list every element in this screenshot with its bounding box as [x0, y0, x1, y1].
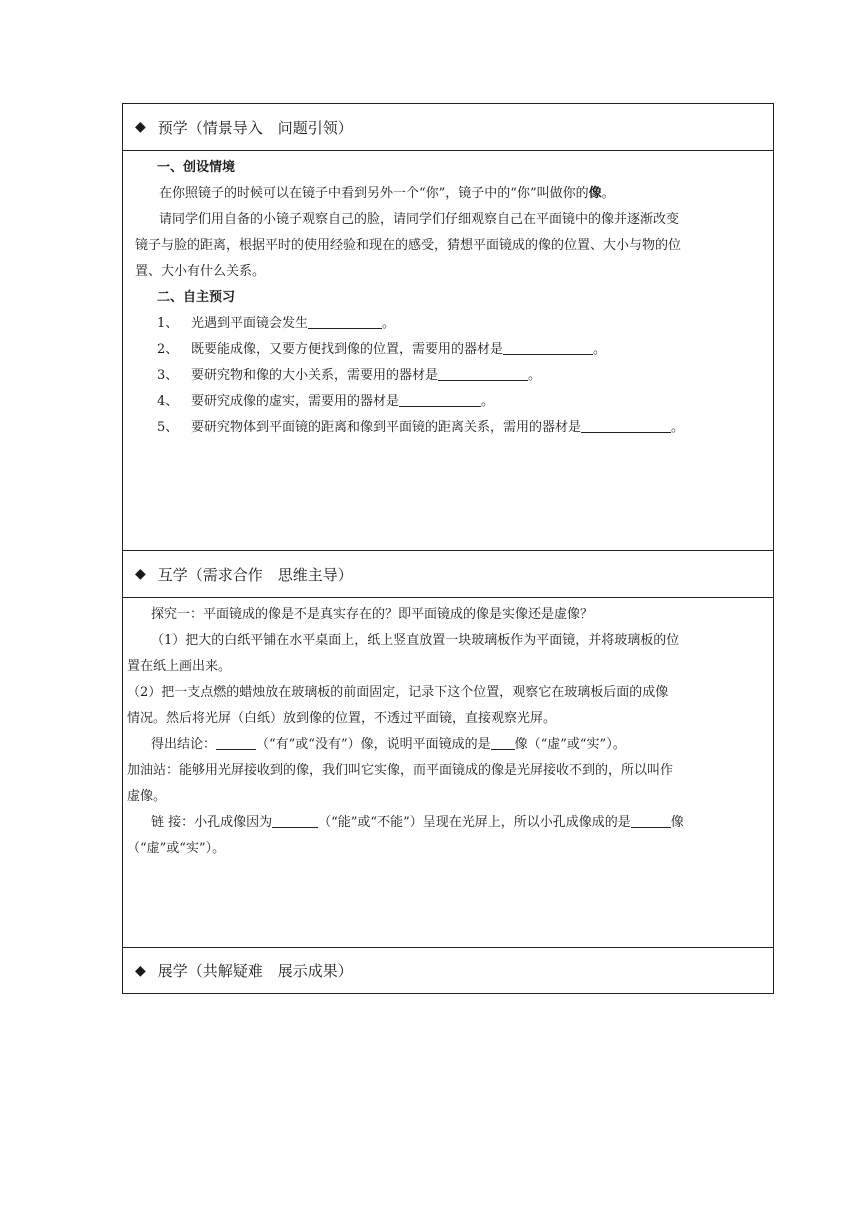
answer-blank[interactable]	[503, 340, 593, 355]
section-header-preview	[123, 104, 773, 151]
list-item: 2、 既要能成像，又要方便找到像的位置，需要用的器材是 。	[157, 342, 607, 357]
section-title: 展学（共解疑难 展示成果）	[157, 962, 353, 980]
subheading: 二、自主预习	[157, 290, 236, 305]
list-item: 4、 要研究成像的虚实，需要用的器材是 。	[157, 394, 495, 409]
answer-blank[interactable]	[491, 735, 515, 750]
diamond-bullet-icon: ◆	[135, 962, 146, 979]
answer-blank[interactable]	[631, 813, 671, 828]
paragraph: 在你照镜子的时候可以在镜子中看到另外一个“你”，镜子中的“你”叫做你的像。	[159, 186, 615, 201]
answer-blank[interactable]	[438, 366, 528, 381]
answer-blank[interactable]	[308, 314, 382, 329]
list-item: 5、 要研究物体到平面镜的距离和像到平面镜的距离关系，需用的器材是 。	[157, 420, 685, 435]
section-title: 预学（情景导入 问题引领）	[157, 118, 353, 137]
answer-blank[interactable]	[272, 813, 318, 828]
conclusion: 得出结论： （“有”或“没有”）像，说明平面镜成的是 像（“虚”或“实”）。	[151, 737, 626, 752]
answer-blank[interactable]	[399, 392, 481, 407]
paragraph: 请同学们用自备的小镜子观察自己的脸，请同学们仔细观察自己在平面镜中的像并逐渐改变	[159, 212, 680, 227]
link-paragraph: 链 接：小孔成像因为 （“能”或“不能”）呈现在光屏上，所以小孔成像成的是 像	[151, 815, 684, 830]
question: 探究一：平面镜成的像是不是真实存在的？即平面镜成的像是实像还是虚像？	[151, 607, 594, 622]
answer-blank[interactable]	[216, 735, 256, 750]
answer-blank[interactable]	[581, 418, 671, 433]
paragraph: （1）把大的白纸平铺在水平桌面上，纸上竖直放置一块玻璃板作为平面镜，并将玻璃板的位	[151, 633, 680, 648]
bold-term: 像	[588, 186, 602, 201]
paragraph: 加油站：能够用光屏接收到的像，我们叫它实像，而平面镜成的像是光屏接收不到的，所以叫作	[127, 763, 674, 778]
section-body-collaborate	[123, 598, 773, 948]
list-item: 1、 光遇到平面镜会发生 。	[157, 316, 396, 331]
paragraph: 情况。然后将光屏（白纸）放到像的位置，不透过平面镜，直接观察光屏。	[127, 711, 557, 726]
paragraph: 镜子与脸的距离，根据平时的使用经验和现在的感受，猜想平面镜成的像的位置、大小与物的位	[135, 238, 682, 253]
section-body-preview	[123, 151, 773, 551]
worksheet-table	[122, 103, 774, 994]
subheading: 一、创设情境	[157, 160, 236, 175]
section-header-showcase	[123, 948, 773, 993]
paragraph: 置在纸上画出来。	[127, 659, 232, 674]
diamond-bullet-icon: ◆	[135, 119, 146, 135]
diamond-bullet-icon: ◆	[135, 566, 146, 582]
section-header-collaborate	[123, 551, 773, 598]
list-item: 3、 要研究物和像的大小关系，需要用的器材是 。	[157, 368, 542, 383]
paragraph: 虚像。	[127, 789, 167, 804]
paragraph: 置、大小有什么关系。	[135, 264, 266, 279]
paragraph: （“虚”或“实”）。	[127, 841, 226, 856]
section-title: 互学（需求合作 思维主导）	[157, 565, 353, 584]
paragraph: （2）把一支点燃的蜡烛放在玻璃板的前面固定，记录下这个位置，观察它在玻璃板后面的成像	[127, 685, 669, 700]
